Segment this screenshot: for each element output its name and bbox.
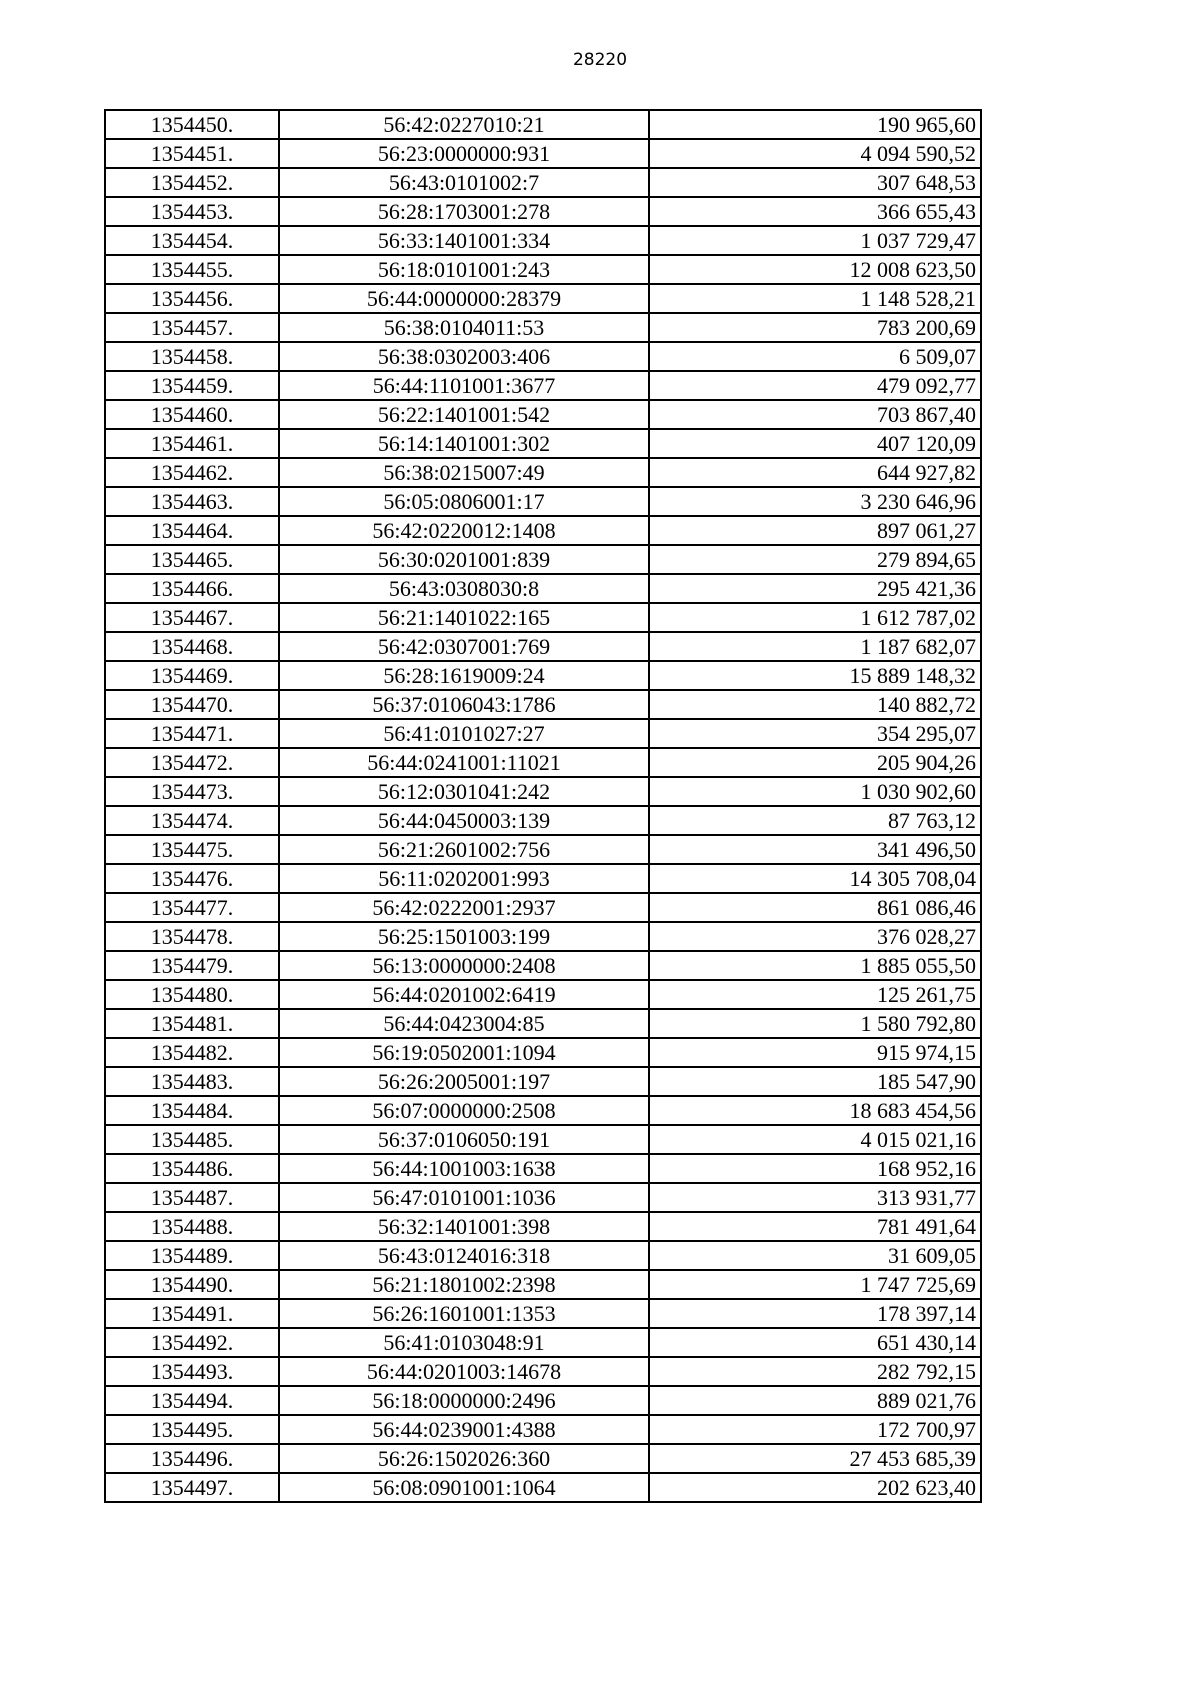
cadastral-value-cell: 31 609,05: [649, 1241, 981, 1270]
cadastral-value-cell: 354 295,07: [649, 719, 981, 748]
table-row: [105, 1357, 981, 1386]
cadastral-number-cell: 56:13:0000000:2408: [279, 951, 649, 980]
row-number-cell: 1354465.: [105, 545, 279, 574]
cadastral-value-cell: 14 305 708,04: [649, 864, 981, 893]
page-number: 28220: [572, 50, 628, 70]
table-row: [105, 197, 981, 226]
table-row: [105, 1067, 981, 1096]
cadastral-value-table: [104, 109, 982, 1503]
row-number-cell: 1354484.: [105, 1096, 279, 1125]
cadastral-number-cell: 56:44:1101001:3677: [279, 371, 649, 400]
row-number-cell: 1354496.: [105, 1444, 279, 1473]
table-row: [105, 748, 981, 777]
row-number-cell: 1354460.: [105, 400, 279, 429]
cadastral-value-cell: 190 965,60: [649, 110, 981, 139]
cadastral-value-cell: 6 509,07: [649, 342, 981, 371]
row-number-cell: 1354487.: [105, 1183, 279, 1212]
cadastral-number-cell: 56:42:0220012:1408: [279, 516, 649, 545]
row-number-cell: 1354463.: [105, 487, 279, 516]
table-row: [105, 632, 981, 661]
cadastral-value-cell: 1 030 902,60: [649, 777, 981, 806]
cadastral-number-cell: 56:22:1401001:542: [279, 400, 649, 429]
row-number-cell: 1354470.: [105, 690, 279, 719]
cadastral-value-cell: 897 061,27: [649, 516, 981, 545]
row-number-cell: 1354477.: [105, 893, 279, 922]
cadastral-number-cell: 56:19:0502001:1094: [279, 1038, 649, 1067]
cadastral-number-cell: 56:21:2601002:756: [279, 835, 649, 864]
cadastral-number-cell: 56:28:1703001:278: [279, 197, 649, 226]
row-number-cell: 1354451.: [105, 139, 279, 168]
table-row: [105, 139, 981, 168]
row-number-cell: 1354454.: [105, 226, 279, 255]
row-number-cell: 1354457.: [105, 313, 279, 342]
cadastral-number-cell: 56:44:1001003:1638: [279, 1154, 649, 1183]
cadastral-number-cell: 56:38:0302003:406: [279, 342, 649, 371]
cadastral-value-cell: 783 200,69: [649, 313, 981, 342]
cadastral-number-cell: 56:08:0901001:1064: [279, 1473, 649, 1502]
cadastral-value-cell: 915 974,15: [649, 1038, 981, 1067]
cadastral-value-cell: 1 580 792,80: [649, 1009, 981, 1038]
table-row: [105, 371, 981, 400]
cadastral-number-cell: 56:44:0423004:85: [279, 1009, 649, 1038]
cadastral-number-cell: 56:28:1619009:24: [279, 661, 649, 690]
cadastral-value-cell: 178 397,14: [649, 1299, 981, 1328]
table-row: [105, 1328, 981, 1357]
cadastral-value-cell: 125 261,75: [649, 980, 981, 1009]
cadastral-number-cell: 56:21:1801002:2398: [279, 1270, 649, 1299]
cadastral-value-cell: 407 120,09: [649, 429, 981, 458]
cadastral-value-cell: 651 430,14: [649, 1328, 981, 1357]
cadastral-value-cell: 1 037 729,47: [649, 226, 981, 255]
row-number-cell: 1354485.: [105, 1125, 279, 1154]
cadastral-number-cell: 56:23:0000000:931: [279, 139, 649, 168]
row-number-cell: 1354495.: [105, 1415, 279, 1444]
table-row: [105, 1212, 981, 1241]
table-row: [105, 1009, 981, 1038]
cadastral-value-cell: 3 230 646,96: [649, 487, 981, 516]
table-row: [105, 487, 981, 516]
cadastral-value-cell: 1 148 528,21: [649, 284, 981, 313]
row-number-cell: 1354475.: [105, 835, 279, 864]
table-row: [105, 574, 981, 603]
row-number-cell: 1354450.: [105, 110, 279, 139]
cadastral-number-cell: 56:44:0000000:28379: [279, 284, 649, 313]
table-row: [105, 458, 981, 487]
cadastral-value-cell: 366 655,43: [649, 197, 981, 226]
row-number-cell: 1354452.: [105, 168, 279, 197]
table-row: [105, 777, 981, 806]
row-number-cell: 1354469.: [105, 661, 279, 690]
table-row: [105, 1154, 981, 1183]
cadastral-value-cell: 168 952,16: [649, 1154, 981, 1183]
table-row: [105, 429, 981, 458]
cadastral-value-cell: 295 421,36: [649, 574, 981, 603]
row-number-cell: 1354497.: [105, 1473, 279, 1502]
cadastral-value-cell: 282 792,15: [649, 1357, 981, 1386]
cadastral-number-cell: 56:21:1401022:165: [279, 603, 649, 632]
cadastral-number-cell: 56:43:0124016:318: [279, 1241, 649, 1270]
table-row: [105, 1183, 981, 1212]
row-number-cell: 1354481.: [105, 1009, 279, 1038]
cadastral-number-cell: 56:30:0201001:839: [279, 545, 649, 574]
cadastral-number-cell: 56:07:0000000:2508: [279, 1096, 649, 1125]
table-row: [105, 1096, 981, 1125]
row-number-cell: 1354491.: [105, 1299, 279, 1328]
row-number-cell: 1354483.: [105, 1067, 279, 1096]
row-number-cell: 1354488.: [105, 1212, 279, 1241]
cadastral-number-cell: 56:25:1501003:199: [279, 922, 649, 951]
cadastral-number-cell: 56:18:0000000:2496: [279, 1386, 649, 1415]
table-row: [105, 400, 981, 429]
cadastral-number-cell: 56:43:0101002:7: [279, 168, 649, 197]
cadastral-number-cell: 56:47:0101001:1036: [279, 1183, 649, 1212]
cadastral-value-cell: 140 882,72: [649, 690, 981, 719]
table-row: [105, 110, 981, 139]
cadastral-number-cell: 56:44:0201003:14678: [279, 1357, 649, 1386]
table-row: [105, 1415, 981, 1444]
cadastral-value-cell: 889 021,76: [649, 1386, 981, 1415]
cadastral-value-cell: 279 894,65: [649, 545, 981, 574]
cadastral-value-cell: 479 092,77: [649, 371, 981, 400]
table-row: [105, 342, 981, 371]
cadastral-value-cell: 15 889 148,32: [649, 661, 981, 690]
row-number-cell: 1354476.: [105, 864, 279, 893]
cadastral-value-cell: 27 453 685,39: [649, 1444, 981, 1473]
cadastral-value-cell: 644 927,82: [649, 458, 981, 487]
table-row: [105, 226, 981, 255]
cadastral-number-cell: 56:05:0806001:17: [279, 487, 649, 516]
table-row: [105, 1038, 981, 1067]
cadastral-value-cell: 12 008 623,50: [649, 255, 981, 284]
row-number-cell: 1354458.: [105, 342, 279, 371]
cadastral-value-cell: 202 623,40: [649, 1473, 981, 1502]
row-number-cell: 1354471.: [105, 719, 279, 748]
row-number-cell: 1354467.: [105, 603, 279, 632]
table-row: [105, 1299, 981, 1328]
cadastral-number-cell: 56:33:1401001:334: [279, 226, 649, 255]
table-row: [105, 864, 981, 893]
row-number-cell: 1354455.: [105, 255, 279, 284]
cadastral-value-cell: 1 612 787,02: [649, 603, 981, 632]
table-row: [105, 545, 981, 574]
row-number-cell: 1354489.: [105, 1241, 279, 1270]
row-number-cell: 1354464.: [105, 516, 279, 545]
cadastral-value-cell: 87 763,12: [649, 806, 981, 835]
table-row: [105, 603, 981, 632]
row-number-cell: 1354479.: [105, 951, 279, 980]
cadastral-number-cell: 56:12:0301041:242: [279, 777, 649, 806]
cadastral-number-cell: 56:43:0308030:8: [279, 574, 649, 603]
cadastral-number-cell: 56:42:0307001:769: [279, 632, 649, 661]
table-row: [105, 661, 981, 690]
cadastral-value-cell: 185 547,90: [649, 1067, 981, 1096]
cadastral-number-cell: 56:41:0103048:91: [279, 1328, 649, 1357]
cadastral-number-cell: 56:38:0215007:49: [279, 458, 649, 487]
row-number-cell: 1354462.: [105, 458, 279, 487]
table-row: [105, 168, 981, 197]
cadastral-number-cell: 56:44:0450003:139: [279, 806, 649, 835]
table-row: [105, 1125, 981, 1154]
cadastral-value-cell: 1 747 725,69: [649, 1270, 981, 1299]
table-row: [105, 806, 981, 835]
table-row: [105, 893, 981, 922]
row-number-cell: 1354490.: [105, 1270, 279, 1299]
row-number-cell: 1354480.: [105, 980, 279, 1009]
cadastral-number-cell: 56:42:0227010:21: [279, 110, 649, 139]
cadastral-value-cell: 307 648,53: [649, 168, 981, 197]
cadastral-number-cell: 56:41:0101027:27: [279, 719, 649, 748]
table-row: [105, 1473, 981, 1502]
cadastral-number-cell: 56:18:0101001:243: [279, 255, 649, 284]
table-row: [105, 1270, 981, 1299]
table-row: [105, 922, 981, 951]
cadastral-value-cell: 781 491,64: [649, 1212, 981, 1241]
table-row: [105, 313, 981, 342]
row-number-cell: 1354474.: [105, 806, 279, 835]
row-number-cell: 1354493.: [105, 1357, 279, 1386]
cadastral-number-cell: 56:37:0106050:191: [279, 1125, 649, 1154]
cadastral-number-cell: 56:38:0104011:53: [279, 313, 649, 342]
row-number-cell: 1354461.: [105, 429, 279, 458]
table-row: [105, 284, 981, 313]
cadastral-number-cell: 56:44:0201002:6419: [279, 980, 649, 1009]
table-row: [105, 255, 981, 284]
row-number-cell: 1354492.: [105, 1328, 279, 1357]
cadastral-number-cell: 56:37:0106043:1786: [279, 690, 649, 719]
table-row: [105, 690, 981, 719]
cadastral-number-cell: 56:26:2005001:197: [279, 1067, 649, 1096]
table-row: [105, 835, 981, 864]
cadastral-value-cell: 18 683 454,56: [649, 1096, 981, 1125]
cadastral-value-cell: 1 187 682,07: [649, 632, 981, 661]
cadastral-value-cell: 205 904,26: [649, 748, 981, 777]
cadastral-value-cell: 172 700,97: [649, 1415, 981, 1444]
table-row: [105, 516, 981, 545]
row-number-cell: 1354472.: [105, 748, 279, 777]
cadastral-value-cell: 703 867,40: [649, 400, 981, 429]
table-row: [105, 1386, 981, 1415]
row-number-cell: 1354459.: [105, 371, 279, 400]
cadastral-number-cell: 56:26:1601001:1353: [279, 1299, 649, 1328]
cadastral-number-cell: 56:44:0239001:4388: [279, 1415, 649, 1444]
row-number-cell: 1354473.: [105, 777, 279, 806]
cadastral-value-cell: 861 086,46: [649, 893, 981, 922]
row-number-cell: 1354468.: [105, 632, 279, 661]
cadastral-number-cell: 56:11:0202001:993: [279, 864, 649, 893]
table-body: [105, 110, 981, 1502]
cadastral-number-cell: 56:26:1502026:360: [279, 1444, 649, 1473]
table-row: [105, 980, 981, 1009]
cadastral-value-cell: 4 015 021,16: [649, 1125, 981, 1154]
row-number-cell: 1354494.: [105, 1386, 279, 1415]
row-number-cell: 1354486.: [105, 1154, 279, 1183]
row-number-cell: 1354466.: [105, 574, 279, 603]
row-number-cell: 1354453.: [105, 197, 279, 226]
cadastral-number-cell: 56:14:1401001:302: [279, 429, 649, 458]
cadastral-number-cell: 56:42:0222001:2937: [279, 893, 649, 922]
cadastral-number-cell: 56:32:1401001:398: [279, 1212, 649, 1241]
row-number-cell: 1354456.: [105, 284, 279, 313]
cadastral-number-cell: 56:44:0241001:11021: [279, 748, 649, 777]
table-row: [105, 951, 981, 980]
cadastral-value-cell: 313 931,77: [649, 1183, 981, 1212]
cadastral-value-cell: 376 028,27: [649, 922, 981, 951]
row-number-cell: 1354482.: [105, 1038, 279, 1067]
table-row: [105, 1241, 981, 1270]
table-row: [105, 719, 981, 748]
table-row: [105, 1444, 981, 1473]
row-number-cell: 1354478.: [105, 922, 279, 951]
cadastral-value-cell: 1 885 055,50: [649, 951, 981, 980]
cadastral-value-cell: 341 496,50: [649, 835, 981, 864]
cadastral-value-cell: 4 094 590,52: [649, 139, 981, 168]
